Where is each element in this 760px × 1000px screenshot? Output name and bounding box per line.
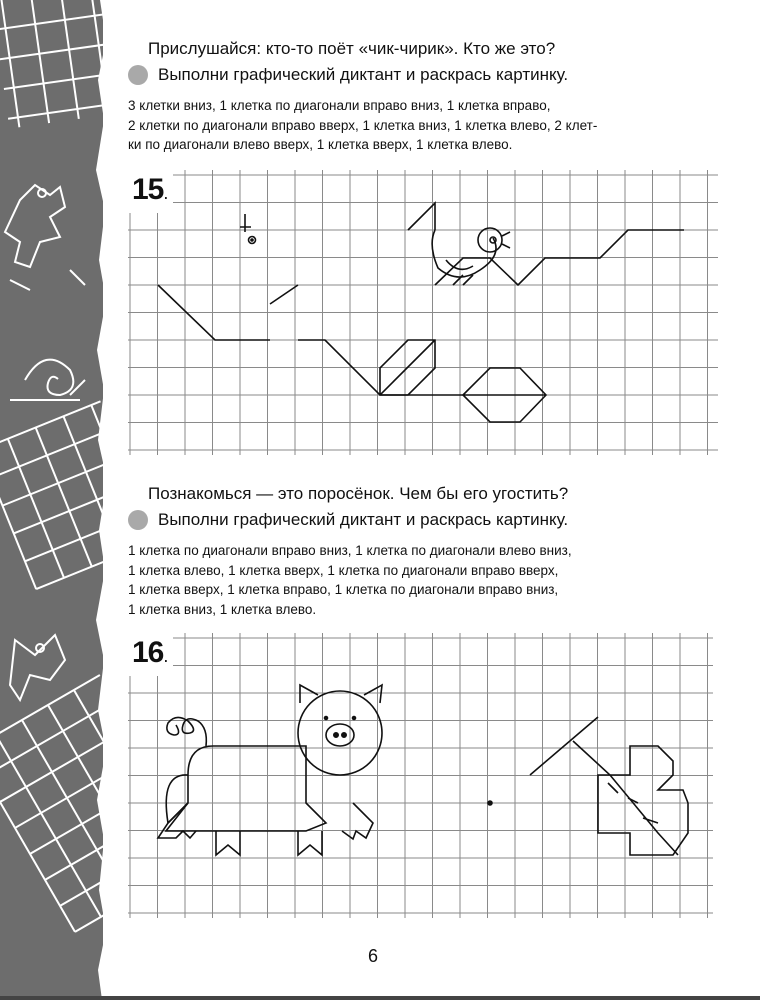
task-15-number-dot: . [163, 183, 168, 203]
decorative-sidebar [0, 0, 103, 1000]
dictation-line: 1 клетка вверх, 1 клетка вправо, 1 клетка по диагонали вправо вниз, [128, 582, 559, 597]
torn-edge [92, 0, 122, 1000]
bottom-border [0, 996, 760, 1000]
sidebar-doodles [0, 0, 103, 1000]
task-15-title: Прислушайся: кто-то поёт «чик-чирик». Кто же это? [148, 39, 556, 58]
dictation-line: 2 клетки по диагонали вправо вверх, 1 клетка вниз, 1 клетка влево, 2 клет- [128, 117, 598, 133]
task-15-number [128, 170, 173, 213]
task-15-instruction-text: Выполни графический диктант и раскрась картинку. [158, 65, 569, 84]
dictation-line: ки по диагонали влево вверх, 1 клетка вверх, 1 клетка влево. [128, 137, 513, 152]
task-16-instruction-text: Выполни графический диктант и раскрась картинку. [158, 510, 569, 529]
task-15-grid-svg [128, 170, 718, 455]
dictation-line: 1 клетка по диагонали вправо вниз, 1 клетка по диагонали влево вниз, [128, 543, 572, 558]
dictation-line: 1 клетка вниз, 1 клетка влево. [128, 601, 317, 617]
task-15-instruction [128, 64, 728, 86]
task-16-number [128, 633, 173, 676]
bullet-icon [128, 65, 148, 85]
task-16-number-dot: . [163, 646, 168, 666]
dictation-line: 1 клетка влево, 1 клетка вверх, 1 клетка по диагонали вправо вверх, [128, 562, 559, 578]
task-15-number-text: 15 [132, 173, 164, 206]
task-15-text [128, 38, 728, 155]
task-16-instruction [128, 509, 728, 531]
dictation-line: 3 клетки вниз, 1 клетка по диагонали вправо вниз, 1 клетка вправо, [128, 98, 551, 113]
task-16-title: Познакомься — это поросёнок. Чем бы его угостить? [148, 484, 569, 503]
task-16-dictation [128, 541, 718, 619]
bullet-icon [128, 510, 148, 530]
task-16-grid-svg [128, 633, 713, 918]
task-16-grid [128, 633, 713, 918]
page-number: 6 [368, 946, 379, 966]
task-15-grid [128, 170, 718, 455]
task-16-text [128, 483, 728, 619]
task-16-number-text: 16 [132, 636, 164, 669]
task-15-dictation [128, 96, 718, 155]
